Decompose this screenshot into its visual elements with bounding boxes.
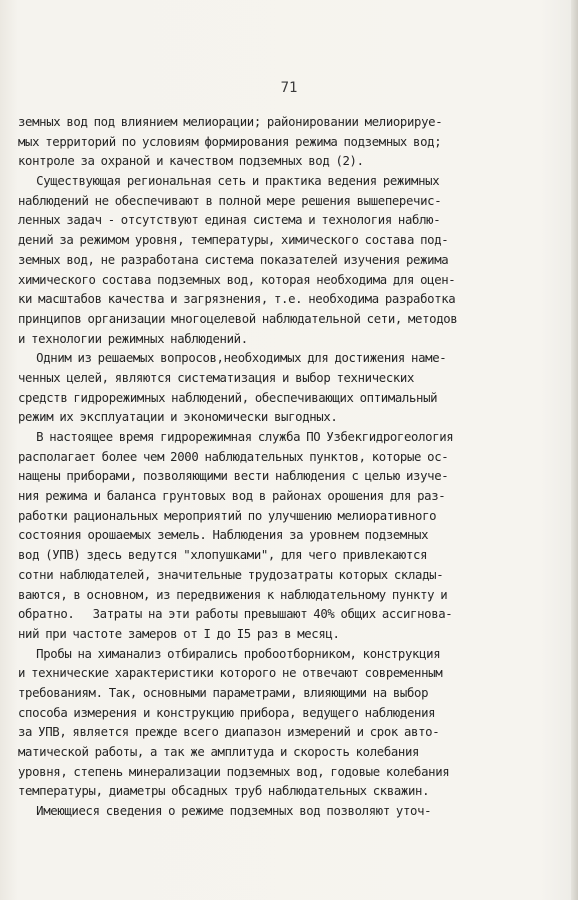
body-text: [18, 113, 558, 822]
text-line: принципов организации многоцелевой наблюдательной сети, методов: [18, 311, 458, 326]
text-line: Пробы на химанализ отбирались пробоотборником, конструкция: [18, 646, 441, 661]
text-line: Имеющиеся сведения о режиме подземных вод позволяют уточ-: [18, 804, 432, 819]
text-line: В настоящее время гидрорежимная служба ПО Узбекгидрогеология: [18, 430, 454, 444]
text-line: земных вод, не разработана система показателей изучения режима: [18, 252, 449, 267]
text-line: режим их эксплуатации и экономически выгодных.: [18, 410, 338, 425]
text-line: работки рациональных мероприятий по улучшению мелиоративного: [18, 508, 437, 523]
text-line: сотни наблюдателей, значительные трудозатраты которых склады-: [18, 567, 444, 582]
text-line: средств гидрорежимных наблюдений, обеспечивающих оптимальный: [18, 390, 438, 405]
text-line: наблюдений не обеспечивают в полной мере решения вышеперечис-: [18, 193, 442, 208]
text-line: ваются, в основном, из передвижения к наблюдательному пункту и: [18, 587, 448, 602]
text-line: за УПВ, является прежде всего диапазон измерений и срок авто-: [18, 725, 440, 740]
text-line: способа измерения и конструкцию прибора, ведущего наблюдения: [18, 705, 436, 720]
text-line: ленных задач - отсутствуют единая система и технология наблю-: [18, 213, 441, 228]
text-line: матической работы, а так же амплитуда и скорость колебания: [18, 745, 420, 759]
page-edge-shadow: [571, 0, 578, 900]
text-line: химического состава подземных вод, которая необходима для оцен-: [18, 272, 456, 287]
text-line: ченных целей, являются систематизация и выбор технических: [18, 370, 415, 385]
text-line: земных вод под влиянием мелиорации; районировании мелиорируе-: [18, 115, 443, 129]
text-line: нащены приборами, позволяющими вести наблюдения с целью изуче-: [18, 469, 449, 484]
text-line: обратно. Затраты на эти работы превышают 40% общих ассигнова-: [18, 607, 453, 622]
text-line: вод (УПВ) здесь ведутся "хлопушками", для чего привлекаются: [18, 548, 428, 563]
text-line: дений за режимом уровня, температуры, химического состава под-: [18, 233, 449, 248]
text-line: состояния орошаемых земель. Наблюдения за уровнем подземных: [18, 528, 429, 543]
page-number: 71: [280, 80, 298, 96]
text-line: и технологии режимных наблюдений.: [18, 331, 248, 346]
text-line: требованиям. Так, основными параметрами, влияющими на выбор: [18, 685, 429, 700]
text-line: ния режима и баланса грунтовых вод в районах орошения для раз-: [18, 489, 446, 504]
text-line: ний при частоте замеров от I до I5 раз в месяц.: [18, 626, 340, 641]
text-line: и технические характеристики которого не отвечают современным: [18, 666, 443, 681]
text-line: мых территорий по условиям формирования режима подземных вод;: [18, 134, 442, 149]
text-line: ки масштабов качества и загрязнения, т.е. необходима разработка: [18, 292, 456, 307]
text-line: температуры, диаметры обсадных труб наблюдательных скважин.: [18, 784, 430, 799]
text-line: располагает более чем 2000 наблюдательных пунктов, которые ос-: [18, 449, 449, 464]
text-line: контроле за охраной и качеством подземных вод (2).: [18, 154, 364, 169]
text-line: уровня, степень минерализации подземных вод, годовые колебания: [18, 764, 450, 779]
text-line: Существующая региональная сеть и практика ведения режимных: [18, 174, 440, 189]
text-line: Одним из решаемых вопросов,необходимых для достижения наме-: [18, 351, 447, 366]
